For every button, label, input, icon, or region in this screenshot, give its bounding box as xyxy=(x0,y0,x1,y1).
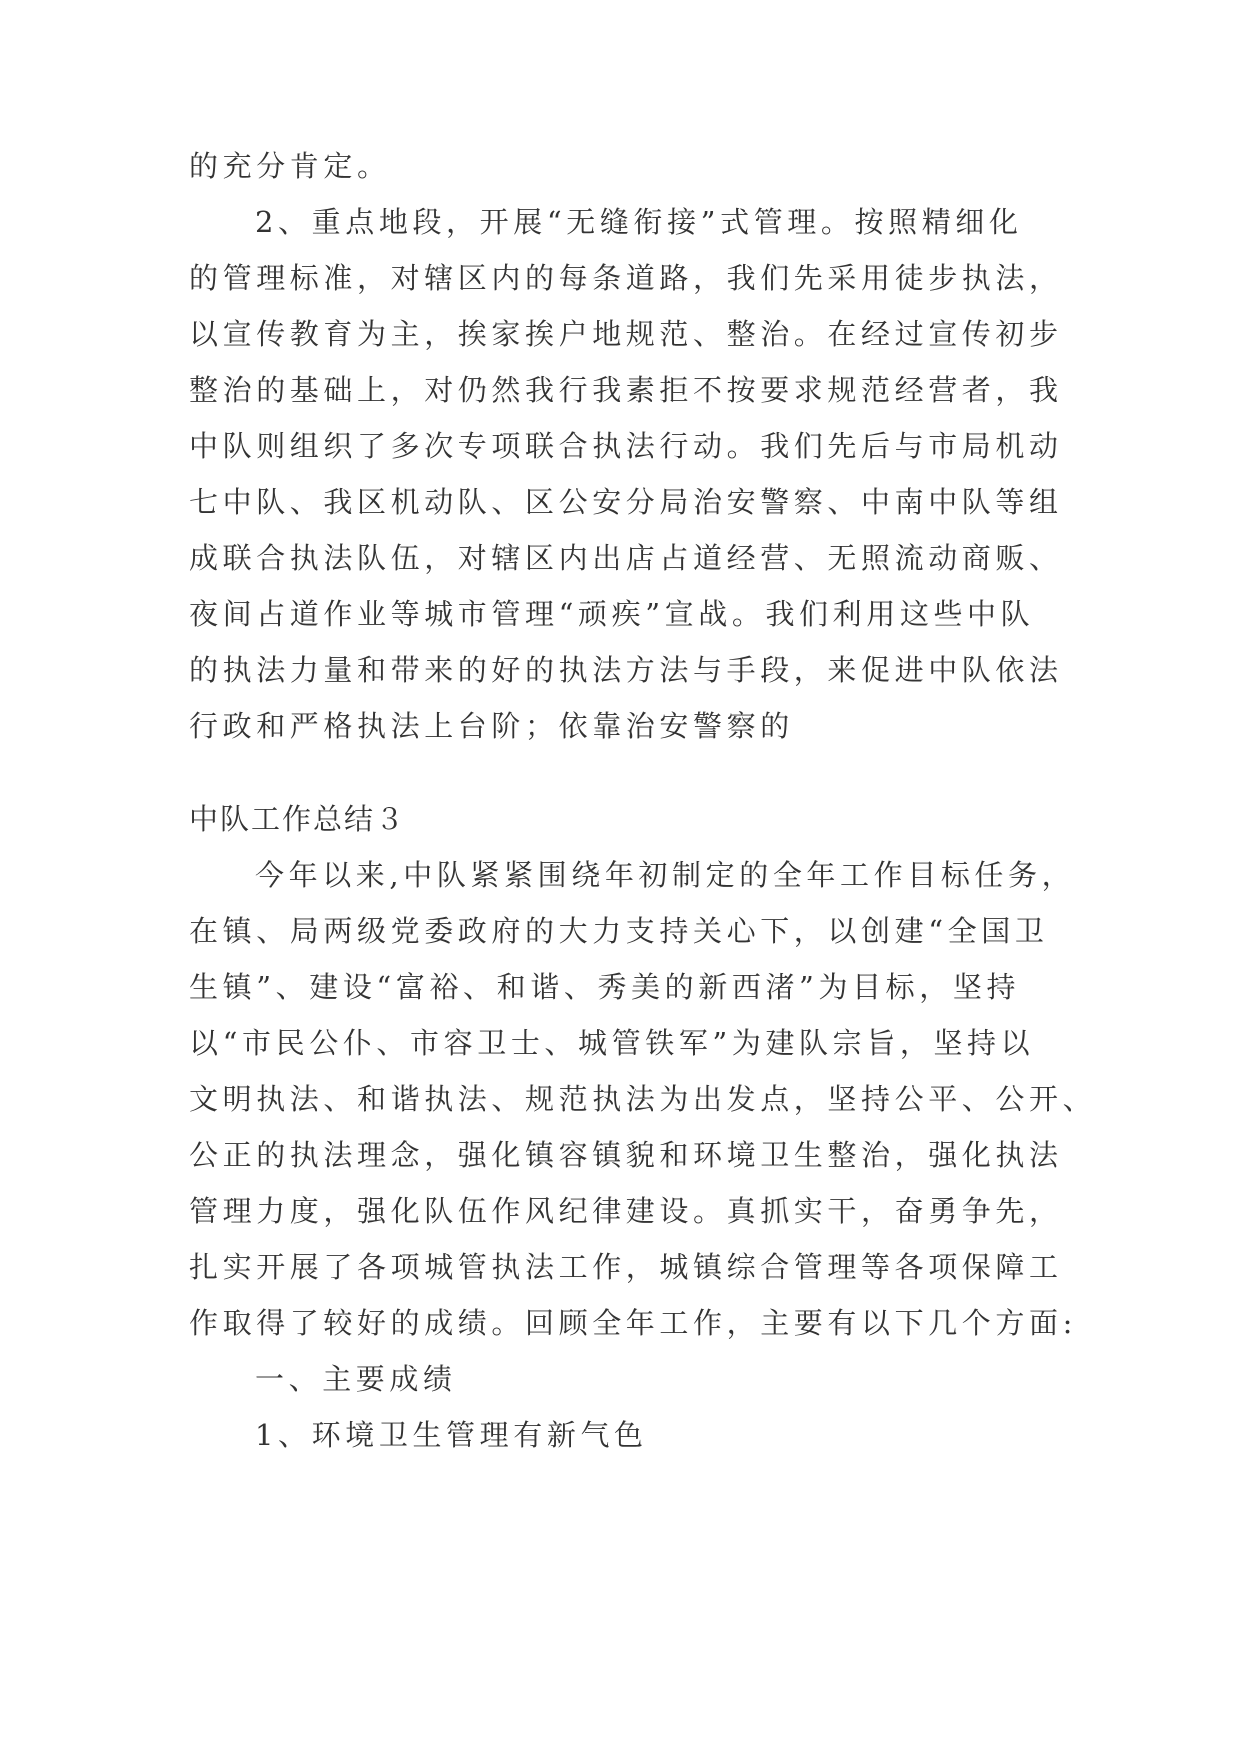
text-line: 中队则组织了多次专项联合执法行动。我们先后与市局机动 xyxy=(189,429,1063,463)
text-line: 扎实开展了各项城管执法工作，城镇综合管理等各项保障工 xyxy=(189,1250,1063,1284)
text-line: 的执法力量和带来的好的执法方法与手段，来促进中队依法 xyxy=(189,653,1063,687)
text-line: 文明执法、和谐执法、规范执法为出发点，坚持公平、公开、 xyxy=(189,1082,1097,1116)
subheading: 一、主要成绩 xyxy=(255,1362,457,1396)
text-line: 行政和严格执法上台阶；依靠治安警察的 xyxy=(189,709,794,743)
text-line: 夜间占道作业等城市管理“顽疾”宣战。我们利用这些中队 xyxy=(189,597,1035,631)
text-line: 的管理标准，对辖区内的每条道路，我们先采用徒步执法， xyxy=(189,261,1063,295)
text-line: 七中队、我区机动队、区公安分局治安警察、中南中队等组 xyxy=(189,485,1063,519)
paragraph-first-line: 2、重点地段，开展“无缝衔接”式管理。按照精细化 xyxy=(255,205,1023,239)
text-line: 的充分肯定。 xyxy=(189,149,391,183)
text-line: 管理力度，强化队伍作风纪律建设。真抓实干，奋勇争先， xyxy=(189,1194,1063,1228)
text-line: 在镇、局两级党委政府的大力支持关心下，以创建“全国卫 xyxy=(189,914,1049,948)
section-title: 中队工作总结３ xyxy=(189,802,407,836)
text-line: 以“市民公仆、市容卫士、城管铁军”为建队宗旨，坚持以 xyxy=(189,1026,1035,1060)
list-item: 1、环境卫生管理有新气色 xyxy=(255,1418,648,1452)
paragraph-first-line: 今年以来,中队紧紧围绕年初制定的全年工作目标任务， xyxy=(255,858,1076,892)
text-line: 生镇”、建设“富裕、和谐、秀美的新西渚”为目标，坚持 xyxy=(189,970,1021,1004)
text-line: 整治的基础上，对仍然我行我素拒不按要求规范经营者，我 xyxy=(189,373,1063,407)
text-line: 成联合执法队伍，对辖区内出店占道经营、无照流动商贩、 xyxy=(189,541,1063,575)
text-line: 作取得了较好的成绩。回顾全年工作，主要有以下几个方面: xyxy=(189,1306,1077,1340)
text-line: 以宣传教育为主，挨家挨户地规范、整治。在经过宣传初步 xyxy=(189,317,1063,351)
text-line: 公正的执法理念，强化镇容镇貌和环境卫生整治，强化执法 xyxy=(189,1138,1063,1172)
